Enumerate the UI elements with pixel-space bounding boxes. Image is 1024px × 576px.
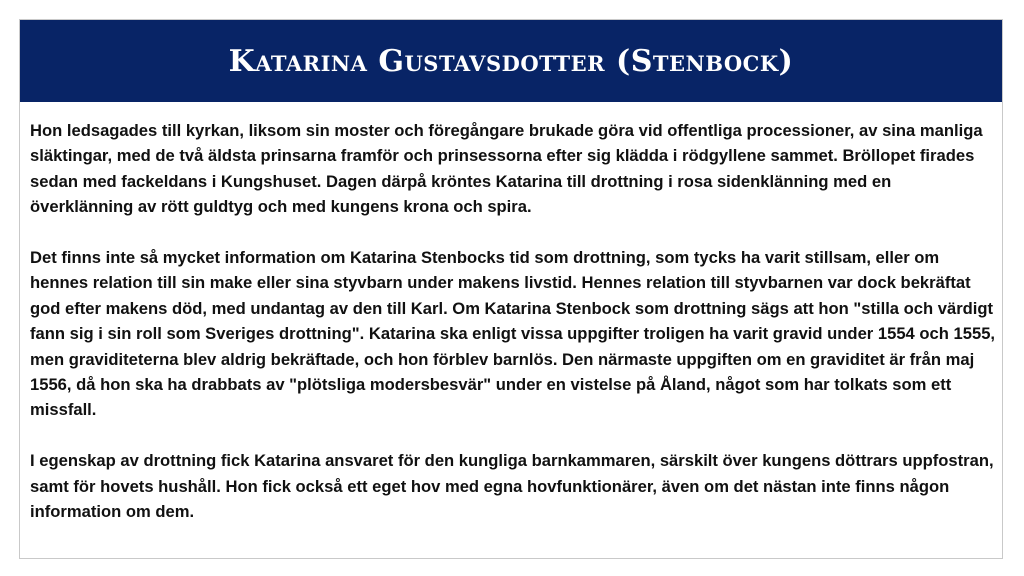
title-bar (20, 20, 1002, 102)
slide-body (30, 118, 996, 550)
paragraph-household: I egenskap av drottning fick Katarina ansvaret för den kungliga barnkammaren, särskilt över kungens döttrars uppfostran, samt för hovets hushåll. Hon fick också ett eget hov med egna hovfunktionärer, även om det nästan inte finns någon information om dem. (30, 451, 994, 522)
paragraph-wedding: Hon ledsagades till kyrkan, liksom sin moster och föregångare brukade göra vid offentliga processioner, av sina manliga släktingar, med de två äldsta prinsarna framför och prinsessorna efter sig klädda i rödgyllene sammet. Bröllopet firades sedan med fackeldans i Kungshuset. Dagen därpå kröntes Katarina till drottning i rosa sidenklänning med en överklänning av rött guldtyg och med kungens krona och spira. (30, 121, 983, 217)
paragraph-queenship: Det finns inte så mycket information om Katarina Stenbocks tid som drottning, som tycks ha varit stillsam, eller om hennes relation till sin make eller sina styvbarn under makens livstid. Hennes relation till styvbarnen var dock bekräftat god efter makens död, med undantag av den till Karl. Om Katarina Stenbock som drottning sägs att hon "stilla och värdigt fann sig i sin roll som Sveriges drottning". Katarina ska enligt vissa uppgifter troligen ha varit gravid under 1554 och 1555, men graviditeterna blev aldrig bekräftade, och hon förblev barnlös. Den närmaste uppgiften om en graviditet är från maj 1556, då hon ska ha drabbats av "plötsliga modersbesvär" under en vistelse på Åland, något som har tolkats som ett missfall. (30, 248, 996, 420)
slide (19, 19, 1003, 559)
slide-title: Katarina Gustavsdotter (Stenbock) (228, 43, 794, 79)
